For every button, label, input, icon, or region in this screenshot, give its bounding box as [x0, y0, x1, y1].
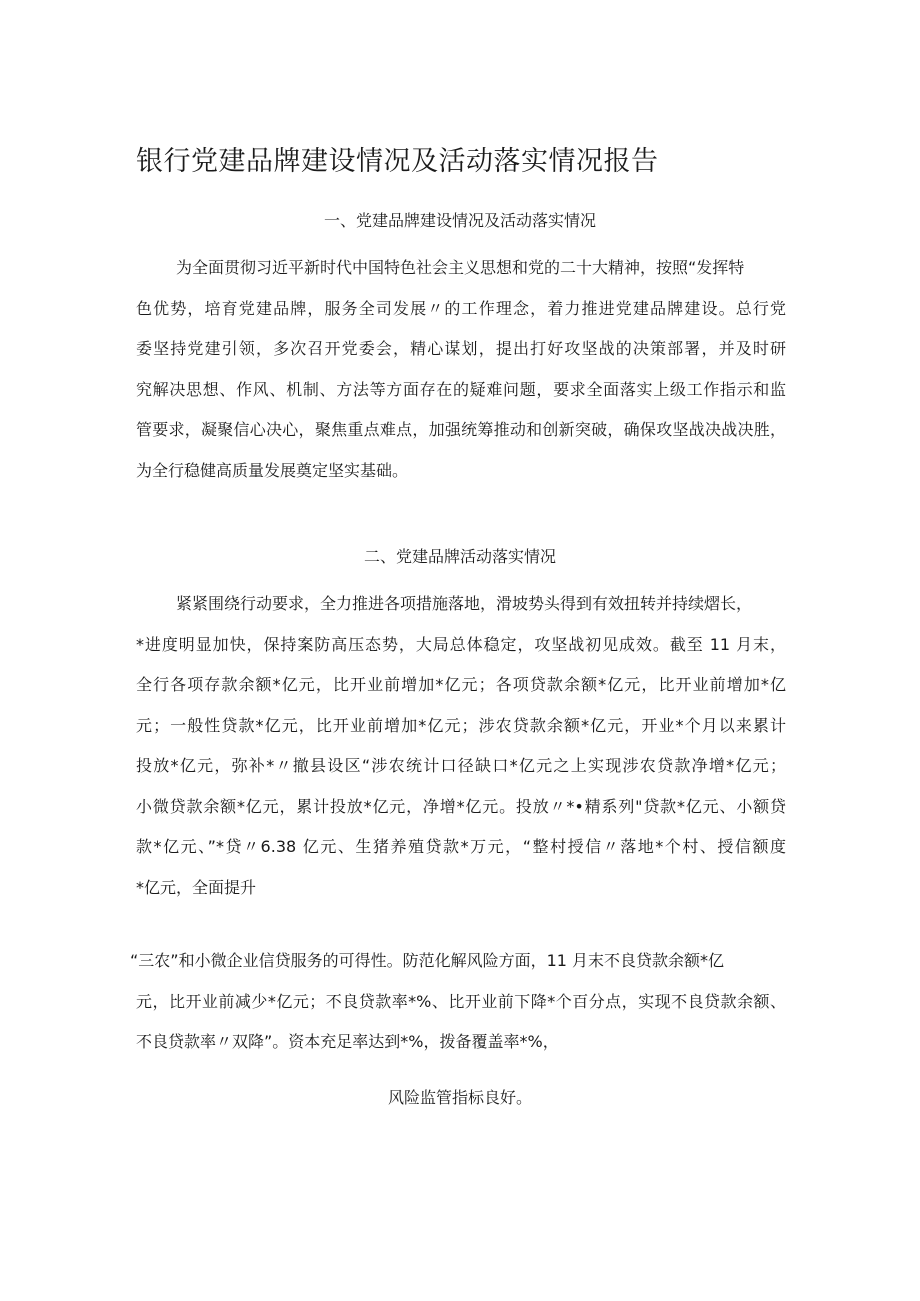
section-1-heading: 一、党建品牌建设情况及活动落实情况	[323, 211, 596, 230]
paragraph-line: 款*亿元、”*贷〃6.38 亿元、生猪养殖贷款*万元，“整村授信〃落地*个村、授信额度	[136, 837, 786, 856]
paragraph-line: 管要求，凝聚信心决心，聚焦重点难点，加强统筹推动和创新突破，确保攻坚战决战决胜，	[136, 420, 786, 439]
paragraph-line: 委坚持党建引领，多次召开党委会，精心谋划，提出打好攻坚战的决策部署，并及时研	[136, 339, 786, 358]
paragraph-line: 为全行稳健高质量发展奠定坚实基础。	[136, 460, 409, 480]
section-1-paragraph	[136, 248, 786, 491]
section-2-heading: 二、党建品牌活动落实情况	[363, 547, 556, 566]
document-title: 银行党建品牌建设情况及活动落实情况报告	[136, 146, 659, 177]
paragraph-line: 不良贷款率〃双降”。资本充足率达到*%，拨备覆盖率*%，	[136, 1032, 559, 1051]
paragraph-line: “三农”和小微企业信贷服务的可得性。防范化解风险方面，11 月末不良贷款余额*亿	[130, 951, 725, 970]
paragraph-line: *亿元，全面提升	[136, 877, 257, 897]
paragraph-line: 紧紧围绕行动要求，全力推进各项措施落地，滑坡势头得到有效扭转并持续熠长，	[176, 594, 753, 613]
paragraph-line: 究解决思想、作风、机制、方法等方面存在的疑难问题，要求全面落实上级工作指示和监	[136, 379, 786, 399]
section-2-paragraph-b	[130, 941, 786, 1063]
paragraph-line: 为全面贯彻习近平新时代中国特色社会主义思想和党的二十大精神，按照“发挥特	[176, 258, 745, 277]
paragraph-line: 色优势，培育党建品牌，服务全司发展〃的工作理念，着力推进党建品牌建设。总行党	[136, 298, 786, 318]
section-2-paragraph-a	[136, 584, 786, 908]
closing-line: 风险监管指标良好。	[387, 1088, 532, 1107]
paragraph-line: *进度明显加快，保持案防高压态势，大局总体稳定，攻坚战初见成效。截至 11 月末，	[136, 634, 786, 654]
paragraph-line: 投放*亿元，弥补*〃撤县设区“涉农统计口径缺口*亿元之上实现涉农贷款净增*亿元；	[136, 756, 786, 775]
paragraph-line: 元；一般性贷款*亿元，比开业前增加*亿元；涉农贷款余额*亿元，开业*个月以来累计	[136, 715, 786, 735]
paragraph-line: 元，比开业前减少*亿元；不良贷款率*%、比开业前下降*个百分点，实现不良贷款余额、	[136, 991, 786, 1011]
paragraph-line: 小微贷款余额*亿元，累计投放*亿元，净增*亿元。投放〃*•精系列"贷款*亿元、小额贷	[136, 796, 786, 816]
paragraph-line: 全行各项存款余额*亿元，比开业前增加*亿元；各项贷款余额*亿元，比开业前增加*亿	[136, 675, 786, 694]
